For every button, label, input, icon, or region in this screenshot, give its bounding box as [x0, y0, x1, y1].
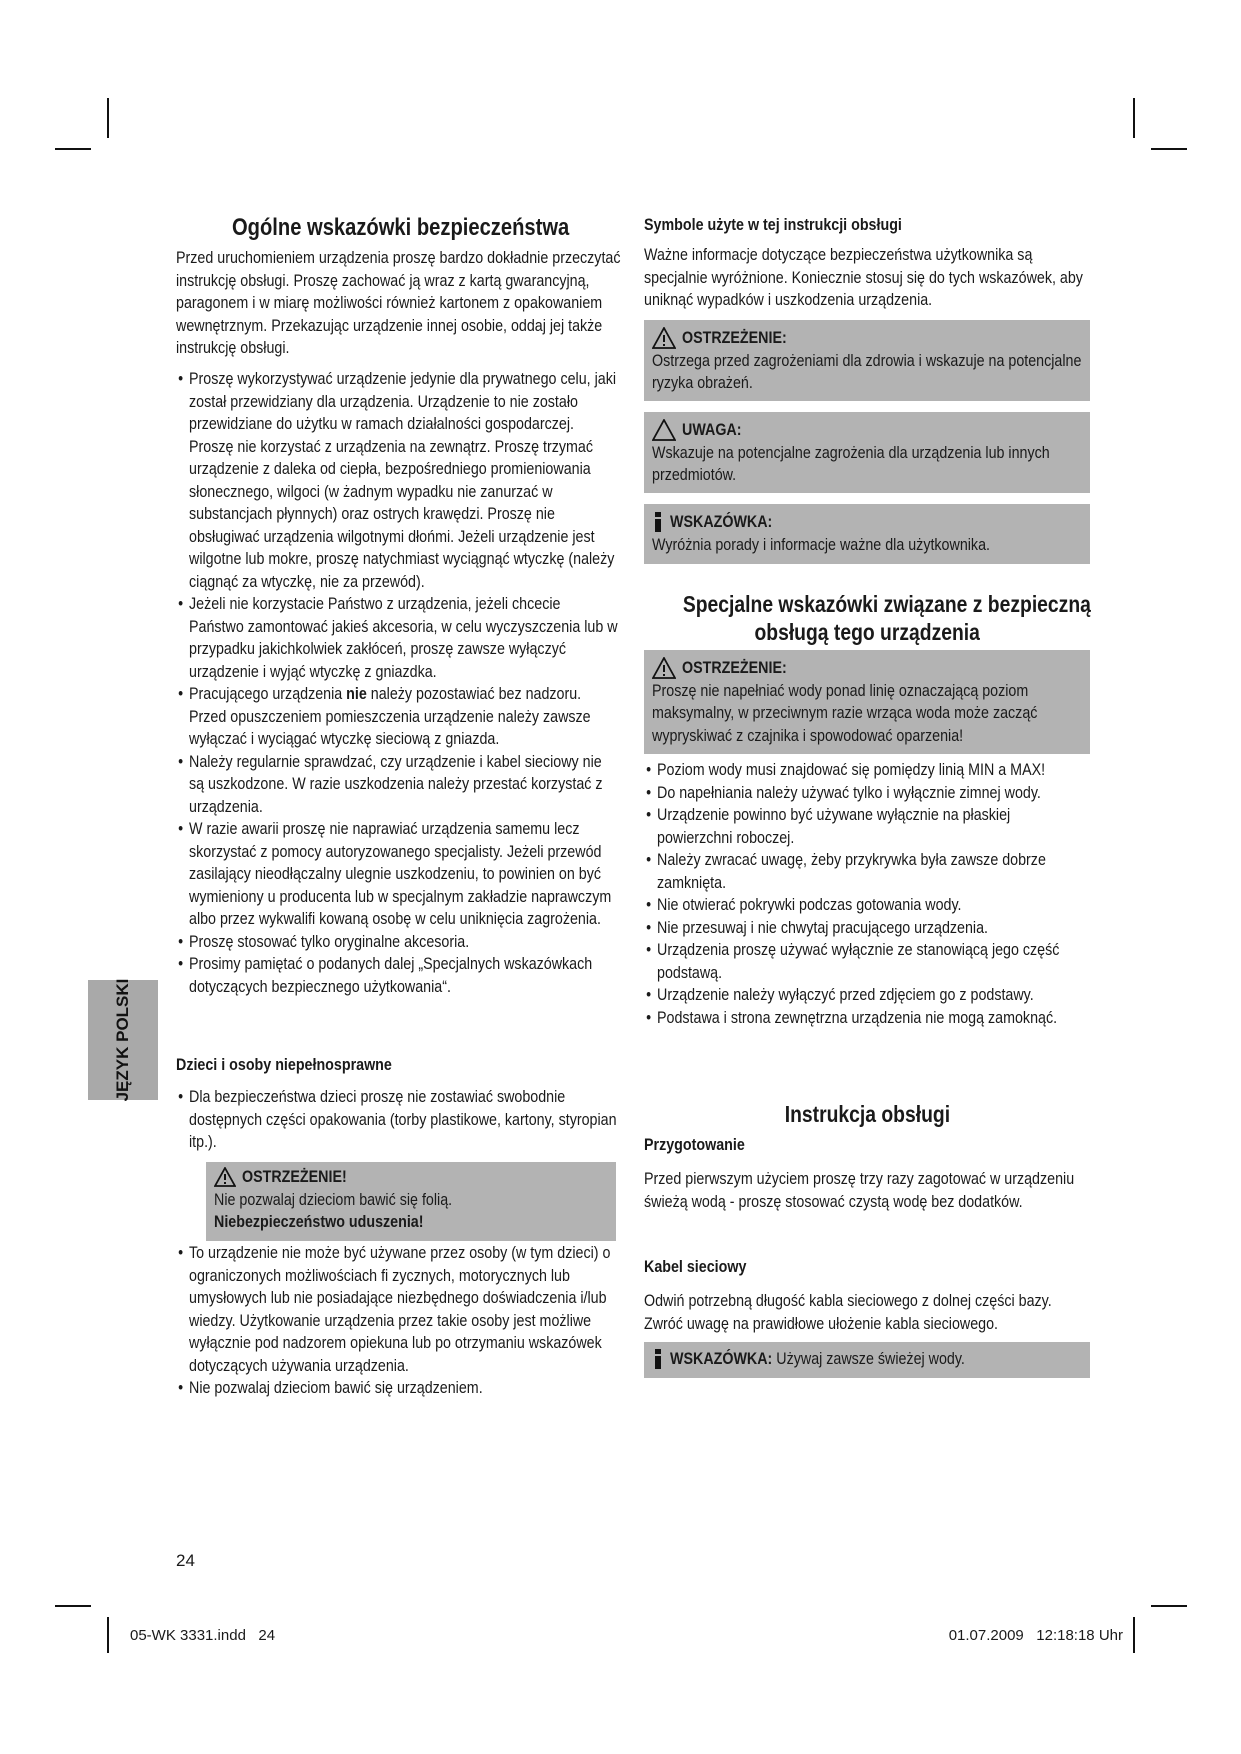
footer-file-info: 05-WK 3331.indd 24: [130, 1627, 276, 1644]
warning-box-text: Ostrzega przed zagrożeniami dla zdrowia i wskazuje na potencjalne ryzyka obrażeń.: [652, 350, 1082, 392]
caution-box-text: Wskazuje na potencjalne zagrożenia dla urządzenia lub innych przedmiotów.: [652, 442, 1050, 484]
tip-box-content: WSKAZÓWKA: Używaj zawsze świeżej wody.: [652, 1348, 1082, 1371]
symbols-heading: Symbole użyte w tej instrukcji obsługi: [644, 215, 902, 234]
note-box-head: WSKAZÓWKA:: [652, 511, 1082, 534]
general-safety-title: Ogólne wskazówki bezpieczeństwa: [232, 214, 570, 241]
list-item: • Poziom wody musi znajdować się pomiędzy linią MIN a MAX!: [646, 760, 1046, 779]
list-item: • Podstawa i strona zewnętrzna urządzenia nie mogą zamoknąć.: [646, 1007, 1058, 1027]
general-safety-list: [176, 368, 631, 998]
footer-date-info: 01.07.2009 12:18:18 Uhr: [948, 1627, 1123, 1644]
cable-heading: Kabel sieciowy: [644, 1257, 747, 1276]
list-item: • Pracującego urządzenia nie należy pozostawiać bez nadzoru. Przed opuszczeniem pomieszczenia urządzenie należy zawsze wyłączać i wyciągać wtyczkę sieciową z gniazda.: [178, 684, 591, 748]
warning-triangle-icon: [652, 657, 676, 679]
list-item: • Urządzenie należy wyłączyć przed zdjęciem go z podstawy.: [646, 985, 1034, 1004]
warning-triangle-icon: [214, 1167, 236, 1187]
crop-mark: [107, 1617, 109, 1653]
list-item: • Nie pozwalaj dzieciom bawić się urządzeniem.: [178, 1378, 483, 1397]
page-number: 24: [176, 1551, 195, 1570]
list-item: • Urządzenia proszę używać wyłącznie ze stanowiącą jego część podstawą.: [646, 940, 1060, 982]
warning-symbol-box: [644, 320, 1090, 401]
list-item: • Należy regularnie sprawdzać, czy urządzenie i kabel sieciowy nie są uszkodzone. W razie uszkodzenia należy przestać korzystać z urządzenia.: [178, 751, 603, 816]
crop-mark: [1133, 1617, 1135, 1653]
crop-mark: [1151, 148, 1187, 150]
note-box-text: Wyróżnia porady i informacje ważne dla użytkownika.: [652, 534, 990, 554]
crop-mark: [1133, 98, 1135, 138]
list-item: • Proszę stosować tylko oryginalne akcesoria.: [178, 931, 470, 951]
children-list: [176, 1086, 631, 1154]
list-item: • Do napełniania należy używać tylko i wyłącznie zimnej wody.: [646, 782, 1041, 802]
note-symbol-box: [644, 504, 1090, 564]
list-item: • Proszę wykorzystywać urządzenie jedynie dla prywatnego celu, jaki został przewidziany dla urządzenia. Urządzenie to nie zostało przewidziane do użytku w ramach działalności gospodarczej. Proszę nie korzystać z urządzenia na zewnątrz. Proszę trzymać urządzenie z daleka od ciepła, bezpośredniego promieniowania słonecznego, wilgoci (w żadnym wypadku nie zanurzać w substancjach płynnych) oraz ostrych krawędzi. Proszę nie obsługiwać urządzenia wilgotnymi dłońmi. Jeżeli urządzenie jest wilgotne lub mokre, proszę natychmiast wyciągnąć wtyczkę (należy ciągnąć za wtyczkę, nie za przewód).: [178, 369, 617, 591]
preparation-text: Przed pierwszym użyciem proszę trzy razy zagotować w urządzeniu świeżą wodą - proszę stosować czystą wodę bez dodatków.: [644, 1169, 1075, 1211]
info-icon: [652, 1349, 664, 1369]
list-item: • To urządzenie nie może być używane przez osoby (w tym dzieci) o ograniczonych możliwościach fi zycznych, motorycznych lub umysłowych lub nie posiadające niezbędnego doświadczenia i/lub wiedzy. Użytkowanie urządzenia przez takie osoby jest możliwe wyłącznie pod nadzorem opiekuna lub po otrzymaniu wskazówek dotyczących używania urządzenia.: [178, 1243, 611, 1375]
crop-mark: [55, 1605, 91, 1607]
list-item: • Jeżeli nie korzystacie Państwo z urządzenia, jeżeli chcecie Państwo zamontować jakieś akcesoria, w celu wyczyszczenia lub w przypadku jakichkolwiek zakłóceń, proszę zawsze wyłączyć urządzenie i wyjąć wtyczkę z gniazdka.: [178, 594, 618, 681]
list-item: • Dla bezpieczeństwa dzieci proszę nie zostawiać swobodnie dostępnych części opakowania (torby plastikowe, kartony, styropian itp.).: [178, 1087, 617, 1151]
list-item: • Nie otwierać pokrywki podczas gotowania wody.: [646, 895, 962, 914]
children-heading: Dzieci i osoby niepełnosprawne: [176, 1055, 392, 1074]
caution-box-head: UWAGA:: [652, 419, 1082, 442]
language-side-tab: [88, 980, 158, 1100]
cable-text: Odwiń potrzebną długość kabla sieciowego z dolnej części bazy. Zwróć uwagę na prawidłowe ułożenie kabla sieciowego.: [644, 1291, 1052, 1333]
warning-box-text: Proszę nie napełniać wody ponad linię oznaczającą poziom maksymalny, w przeciwnym razie wrząca woda może zacząć wypryskiwać z czajnika i spowodować oparzenia!: [652, 680, 1038, 745]
warning-box-bold: Niebezpieczeństwo uduszenia!: [214, 1212, 424, 1231]
symbols-intro: Ważne informacje dotyczące bezpieczeństwa użytkownika są specjalnie wyróżnione. Koniecznie stosuj się do tych wskazówek, aby uniknąć wypadków i uszkodzenia urządzenia.: [644, 245, 1083, 309]
warning-triangle-icon: [652, 327, 676, 349]
list-item: • Prosimy pamiętać o podanych dalej „Specjalnych wskazówkach dotyczących bezpiecznego użytkowania“.: [178, 954, 593, 996]
caution-symbol-box: [644, 412, 1090, 493]
info-icon: [652, 512, 664, 532]
side-tab-label: JĘZYK POLSKI: [113, 978, 132, 1102]
special-safety-list: [644, 759, 1090, 1029]
crop-mark: [107, 98, 109, 138]
list-item: • Urządzenie powinno być używane wyłącznie na płaskiej powierzchni roboczej.: [646, 805, 1011, 847]
warning-box-head: OSTRZEŻENIE!: [214, 1166, 608, 1189]
crop-mark: [55, 148, 91, 150]
list-item: • Nie przesuwaj i nie chwytaj pracującego urządzenia.: [646, 917, 988, 937]
warning-box-head: OSTRZEŻENIE:: [652, 327, 1082, 350]
preparation-heading: Przygotowanie: [644, 1135, 745, 1154]
children-list-2: [176, 1242, 631, 1400]
crop-mark: [1151, 1605, 1187, 1607]
warning-box-text: Nie pozwalaj dzieciom bawić się folią.: [214, 1189, 453, 1209]
instructions-title: Instrukcja obsługi: [784, 1101, 950, 1127]
children-warning-box: [206, 1162, 616, 1241]
list-item: • W razie awarii proszę nie naprawiać urządzenia samemu lecz skorzystać z pomocy autoryzowanego specjalisty. Jeżeli przewód zasilający nieodłączalny ulegnie uszkodzeniu, to powinien on być wymieniony u producenta lub w specjalnym zakładzie naprawczym albo przez wykwalifi kowaną osobę w celu uniknięcia zagrożenia.: [178, 819, 612, 928]
caution-triangle-icon: [652, 419, 676, 441]
list-item: • Należy zwracać uwagę, żeby przykrywka była zawsze dobrze zamknięta.: [646, 850, 1046, 892]
general-safety-intro: Przed uruchomieniem urządzenia proszę bardzo dokładnie przeczytać instrukcję obsługi. Proszę zachować ją wraz z kartą gwarancyjną, paragonem i w miarę możliwości również kartonem z opakowaniem wewnętrznym. Przekazując urządzenie innej osobie, oddaj jej także instrukcję obsługi.: [176, 248, 621, 357]
special-safety-title: Specjalne wskazówki związane z bezpieczną obsługą tego urządzenia: [682, 591, 1091, 645]
warning-box-head: OSTRZEŻENIE:: [652, 657, 1082, 680]
special-warning-box: [644, 650, 1090, 754]
tip-box: [644, 1342, 1090, 1378]
